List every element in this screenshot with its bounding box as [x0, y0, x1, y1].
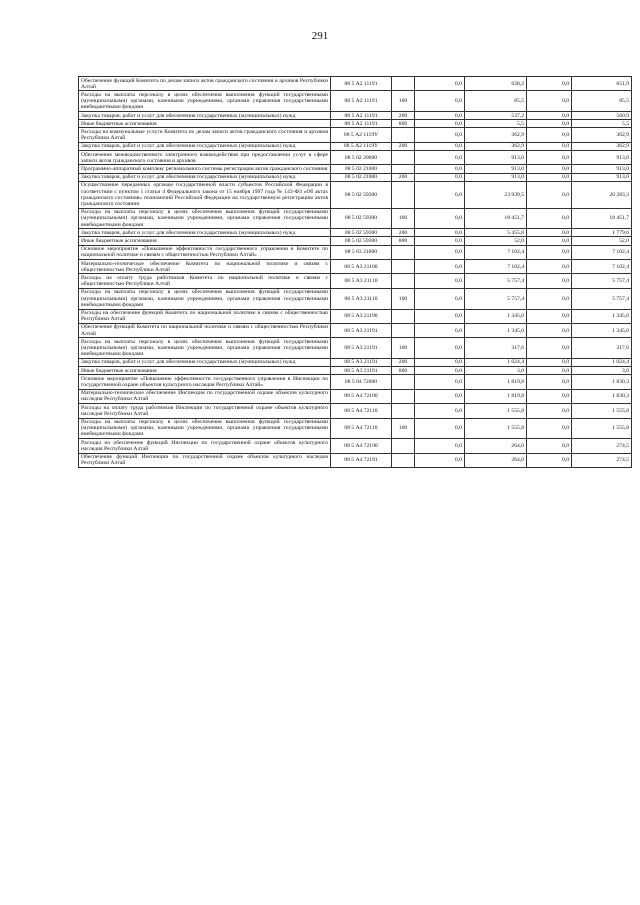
row-name: Расходы на коммунальные услуги Комитета по делам записи актов гражданского состояния и архивов Республики Алтай	[79, 128, 331, 142]
row-code: 08 5 А3 21191	[331, 367, 392, 375]
row-expense-type: 200	[392, 112, 415, 120]
row-value-3: 0,0	[527, 288, 572, 309]
row-value-1: 0,0	[415, 120, 465, 128]
row-value-2: 5 757,4	[465, 288, 527, 309]
row-value-4: 85,5	[572, 91, 632, 112]
row-code: 08 5 А2 11191	[331, 77, 392, 91]
row-value-3: 0,0	[527, 128, 572, 142]
row-value-1: 0,0	[415, 358, 465, 366]
row-value-1: 0,0	[415, 288, 465, 309]
row-value-1: 0,0	[415, 77, 465, 91]
budget-table	[78, 76, 632, 468]
row-value-2: 913,0	[465, 165, 527, 173]
row-value-3: 0,0	[527, 237, 572, 245]
row-value-2: 1 819,8	[465, 375, 527, 389]
row-value-2: 1 345,0	[465, 309, 527, 323]
row-name: Иные бюджетные ассигнования	[79, 367, 331, 375]
row-name: Расходы на оплату труда работников Инспекции по государственной охране объектов культурного наследия Республики Алтай	[79, 404, 331, 418]
row-value-2: 264,0	[465, 439, 527, 453]
table-row	[79, 358, 632, 366]
row-value-4: 1 024,4	[572, 358, 632, 366]
table-row	[79, 323, 632, 337]
row-value-3: 0,0	[527, 165, 572, 173]
row-name: Программно-аппаратный комплекс регионального системы регистрации актов гражданского состояния	[79, 165, 331, 173]
row-value-2: 52,0	[465, 237, 527, 245]
row-value-4: 1 345,0	[572, 309, 632, 323]
row-value-3: 0,0	[527, 309, 572, 323]
table-row	[79, 389, 632, 403]
row-name: Закупка товаров, работ и услуг для обеспечения государственных (муниципальных) нужд	[79, 173, 331, 181]
row-name: Расходы на выплаты персоналу в целях обеспечения выполнения функций государственными (муниципальными) органами, казенными учреждениями, органами управления государственными внебюджетными фондами	[79, 338, 331, 359]
row-name: Закупка товаров, работ и услуг для обеспечения государственных (муниципальных) нужд	[79, 358, 331, 366]
row-value-2: 18 451,7	[465, 208, 527, 229]
table-row	[79, 77, 632, 91]
row-expense-type	[392, 323, 415, 337]
row-value-4: 1 830,3	[572, 375, 632, 389]
row-name: Обеспечение функций Инспекции по государственной охране объектов культурного наследия Республики Алтай	[79, 453, 331, 467]
row-value-1: 0,0	[415, 237, 465, 245]
row-value-1: 0,0	[415, 274, 465, 288]
row-code: 08 5 02 59300	[331, 181, 392, 208]
row-name: Расходы на выплаты персоналу в целях обеспечения выполнения функций государственными (муниципальными) органами, казенными учреждениями, органами управления государственными внебюджетными фондами	[79, 208, 331, 229]
row-value-1: 0,0	[415, 439, 465, 453]
table-row	[79, 404, 632, 418]
row-expense-type	[392, 274, 415, 288]
row-expense-type	[392, 245, 415, 259]
row-value-3: 0,0	[527, 142, 572, 150]
row-value-4: 913,0	[572, 173, 632, 181]
row-code: 08 5 А2 11191	[331, 91, 392, 112]
row-code: 08 5 А3 21191	[331, 338, 392, 359]
row-value-2: 1 819,8	[465, 389, 527, 403]
row-expense-type	[392, 375, 415, 389]
row-value-4: 317,6	[572, 338, 632, 359]
row-value-3: 0,0	[527, 404, 572, 418]
row-expense-type	[392, 309, 415, 323]
row-value-1: 0,0	[415, 181, 465, 208]
table-row	[79, 165, 632, 173]
row-name: Закупка товаров, работ и услуг для обеспечения государственных (муниципальных) нужд	[79, 112, 331, 120]
row-value-2: 264,0	[465, 453, 527, 467]
row-expense-type: 800	[392, 120, 415, 128]
row-value-3: 0,0	[527, 229, 572, 237]
row-name: Иные бюджетные ассигнования	[79, 120, 331, 128]
row-value-1: 0,0	[415, 151, 465, 165]
row-code: 08 5 02 59300	[331, 237, 392, 245]
row-code: 08 5 А4 72110	[331, 404, 392, 418]
row-name: Обеспечение межведомственного электронного взаимодействия при предоставлении услуг в сфере записи актов гражданского состояния и архивов	[79, 151, 331, 165]
row-value-4: 362,9	[572, 128, 632, 142]
row-code: 08 5 03 21000	[331, 245, 392, 259]
row-code: 08 5 А4 72110	[331, 418, 392, 439]
row-expense-type	[392, 151, 415, 165]
row-name: Основное мероприятие «Повышение эффективности государственного управления в Инспекции по государственной охране объектов культурного наследия Республики Алтай»	[79, 375, 331, 389]
row-value-3: 0,0	[527, 151, 572, 165]
page-number: 291	[311, 30, 329, 42]
row-value-3: 0,0	[527, 120, 572, 128]
row-value-2: 1 024,4	[465, 358, 527, 366]
row-value-2: 23 939,5	[465, 181, 527, 208]
row-value-4: 913,0	[572, 165, 632, 173]
row-value-2: 7 102,4	[465, 245, 527, 259]
row-value-4: 913,0	[572, 151, 632, 165]
table-row	[79, 229, 632, 237]
row-value-2: 7 102,4	[465, 260, 527, 274]
row-name: Основное мероприятие «Повышение эффективности государственного управления в Комитете по национальной политике и связям с общественностью Республики Алтай»	[79, 245, 331, 259]
row-name: Обеспечение функций Комитета по делам записи актов гражданского состояния и архивов Республики Алтай	[79, 77, 331, 91]
row-value-1: 0,0	[415, 323, 465, 337]
table-row	[79, 208, 632, 229]
row-code: 08 5 А3 21191	[331, 358, 392, 366]
table-row	[79, 367, 632, 375]
table-row	[79, 260, 632, 274]
row-name: Расходы на выплаты персоналу в целях обеспечения выполнения функций государственными (муниципальными) органами, казенными учреждениями, органами управления государственными внебюджетными фондами	[79, 91, 331, 112]
row-code: 08 5 А3 21191	[331, 323, 392, 337]
row-value-2: 628,2	[465, 77, 527, 91]
row-value-3: 0,0	[527, 367, 572, 375]
row-value-2: 3,0	[465, 367, 527, 375]
table-row	[79, 120, 632, 128]
row-value-2: 537,2	[465, 112, 527, 120]
row-value-1: 0,0	[415, 453, 465, 467]
row-value-2: 362,9	[465, 128, 527, 142]
row-value-2: 1 555,8	[465, 418, 527, 439]
row-name: Расходы на оплату труда работников Комитета по национальной политике и связям с общественностью Республики Алтай	[79, 274, 331, 288]
row-value-3: 0,0	[527, 418, 572, 439]
row-value-4: 1 345,0	[572, 323, 632, 337]
table-row	[79, 418, 632, 439]
row-value-2: 362,9	[465, 142, 527, 150]
row-expense-type: 100	[392, 91, 415, 112]
row-value-4: 651,9	[572, 77, 632, 91]
row-value-2: 5 455,8	[465, 229, 527, 237]
row-value-4: 20 283,3	[572, 181, 632, 208]
table-row	[79, 91, 632, 112]
table-row	[79, 453, 632, 467]
row-value-2: 1 345,0	[465, 323, 527, 337]
row-code: 08 5 А2 1119У	[331, 142, 392, 150]
row-value-3: 0,0	[527, 112, 572, 120]
row-value-1: 0,0	[415, 338, 465, 359]
row-code: 08 5 02 21000	[331, 173, 392, 181]
row-code: 08 5 А2 1119У	[331, 128, 392, 142]
row-value-3: 0,0	[527, 91, 572, 112]
row-value-1: 0,0	[415, 367, 465, 375]
row-code: 08 5 02 59300	[331, 208, 392, 229]
row-code: 08 5 А3 21100	[331, 260, 392, 274]
table-row	[79, 142, 632, 150]
row-value-1: 0,0	[415, 389, 465, 403]
row-value-4: 362,9	[572, 142, 632, 150]
row-name: Осуществление переданных органам государственной власти субъектов Российской Федерации в соответствии с пунктом 1 статьи 4 Федерального закона от 15 ноября 1997 года № 143-ФЗ «Об актах гражданского состояния» полномочий Российской Федерации на государственную регистрацию актов гражданского состояния	[79, 181, 331, 208]
row-expense-type: 100	[392, 338, 415, 359]
row-value-4: 1 779,6	[572, 229, 632, 237]
row-value-1: 0,0	[415, 112, 465, 120]
row-value-4: 1 830,3	[572, 389, 632, 403]
row-expense-type	[392, 260, 415, 274]
row-expense-type	[392, 453, 415, 467]
row-value-4: 1 555,8	[572, 418, 632, 439]
row-value-4: 560,9	[572, 112, 632, 120]
row-expense-type	[392, 439, 415, 453]
row-value-1: 0,0	[415, 91, 465, 112]
row-value-2: 913,0	[465, 173, 527, 181]
row-value-4: 3,0	[572, 367, 632, 375]
table-row	[79, 245, 632, 259]
row-value-1: 0,0	[415, 173, 465, 181]
table-row	[79, 181, 632, 208]
row-value-1: 0,0	[415, 165, 465, 173]
table-row	[79, 151, 632, 165]
row-expense-type: 100	[392, 208, 415, 229]
row-expense-type	[392, 77, 415, 91]
row-name: Обеспечение функций Комитета по национальной политике и связям с общественностью Республики Алтай	[79, 323, 331, 337]
row-value-3: 0,0	[527, 77, 572, 91]
row-value-1: 0,0	[415, 128, 465, 142]
row-code: 08 5 А3 21110	[331, 288, 392, 309]
row-value-2: 5,5	[465, 120, 527, 128]
row-code: 08 5 02 21000	[331, 165, 392, 173]
table-row	[79, 173, 632, 181]
table-row	[79, 237, 632, 245]
row-code: 08 5 А3 21190	[331, 309, 392, 323]
row-code: 08 5 02 59300	[331, 229, 392, 237]
row-expense-type: 200	[392, 173, 415, 181]
row-name: Расходы на обеспечение функций Комитета по национальной политике и связям с общественностью Республики Алтай	[79, 309, 331, 323]
row-value-4: 274,5	[572, 439, 632, 453]
row-value-2: 85,5	[465, 91, 527, 112]
row-expense-type: 100	[392, 418, 415, 439]
row-value-2: 317,6	[465, 338, 527, 359]
row-code: 08 5 02 20000	[331, 151, 392, 165]
row-value-3: 0,0	[527, 260, 572, 274]
row-expense-type: 800	[392, 367, 415, 375]
row-expense-type: 100	[392, 288, 415, 309]
row-name: Расходы на обеспечение функций Инспекции по государственной охране объектов культурного наследия Республики Алтай	[79, 439, 331, 453]
row-name: Расходы на выплаты персоналу в целях обеспечения выполнения функций государственными (муниципальными) органами, казенными учреждениями, органами управления государственными внебюджетными фондами	[79, 418, 331, 439]
row-value-3: 0,0	[527, 181, 572, 208]
row-value-2: 5 757,4	[465, 274, 527, 288]
row-name: Закупка товаров, работ и услуг для обеспечения государственных (муниципальных) нужд	[79, 142, 331, 150]
row-code: 08 5 А4 72190	[331, 439, 392, 453]
row-value-3: 0,0	[527, 439, 572, 453]
row-value-3: 0,0	[527, 338, 572, 359]
row-name: Расходы на выплаты персоналу в целях обеспечения выполнения функций государственными (муниципальными) органами, казенными учреждениями, органами управления государственными внебюджетными фондами	[79, 288, 331, 309]
row-name: Закупка товаров, работ и услуг для обеспечения государственных (муниципальных) нужд	[79, 229, 331, 237]
row-name: Иные бюджетные ассигнования	[79, 237, 331, 245]
row-value-1: 0,0	[415, 229, 465, 237]
row-value-3: 0,0	[527, 173, 572, 181]
table-row	[79, 112, 632, 120]
table-row	[79, 309, 632, 323]
row-value-4: 5,5	[572, 120, 632, 128]
row-value-1: 0,0	[415, 245, 465, 259]
row-code: 08 5 А3 21110	[331, 274, 392, 288]
row-expense-type	[392, 165, 415, 173]
row-value-3: 0,0	[527, 274, 572, 288]
row-expense-type	[392, 389, 415, 403]
row-value-4: 7 102,4	[572, 245, 632, 259]
row-value-4: 274,5	[572, 453, 632, 467]
row-code: 08 5 А4 72100	[331, 389, 392, 403]
row-value-3: 0,0	[527, 389, 572, 403]
row-value-3: 0,0	[527, 208, 572, 229]
table-row	[79, 375, 632, 389]
table-row	[79, 128, 632, 142]
row-code: 08 5 А2 11191	[331, 112, 392, 120]
budget-table-body	[79, 77, 632, 468]
row-value-2: 913,0	[465, 151, 527, 165]
row-value-4: 18 451,7	[572, 208, 632, 229]
row-value-3: 0,0	[527, 358, 572, 366]
row-code: 08 5 А4 72191	[331, 453, 392, 467]
row-value-1: 0,0	[415, 309, 465, 323]
table-row	[79, 439, 632, 453]
row-name: Материально-техническое обеспечение Инспекции по государственной охране объектов культурного наследия Республики Алтай	[79, 389, 331, 403]
row-value-4: 52,0	[572, 237, 632, 245]
row-code: 08 5 А2 11191	[331, 120, 392, 128]
row-expense-type: 200	[392, 142, 415, 150]
row-expense-type: 200	[392, 358, 415, 366]
row-value-3: 0,0	[527, 323, 572, 337]
row-value-1: 0,0	[415, 208, 465, 229]
row-expense-type: 800	[392, 237, 415, 245]
row-value-3: 0,0	[527, 453, 572, 467]
row-name: Материально-техническое обеспечение Комитета по национальной политике и связям с общественностью Республики Алтай	[79, 260, 331, 274]
row-value-4: 5 757,4	[572, 274, 632, 288]
row-value-3: 0,0	[527, 375, 572, 389]
table-row	[79, 338, 632, 359]
row-value-4: 7 102,4	[572, 260, 632, 274]
table-row	[79, 274, 632, 288]
row-value-1: 0,0	[415, 418, 465, 439]
row-value-1: 0,0	[415, 142, 465, 150]
row-value-1: 0,0	[415, 375, 465, 389]
row-value-4: 5 757,4	[572, 288, 632, 309]
row-value-2: 1 555,8	[465, 404, 527, 418]
row-expense-type	[392, 404, 415, 418]
row-value-1: 0,0	[415, 404, 465, 418]
row-expense-type	[392, 128, 415, 142]
row-expense-type	[392, 181, 415, 208]
row-value-4: 1 555,8	[572, 404, 632, 418]
row-value-1: 0,0	[415, 260, 465, 274]
row-code: 08 5 04 72000	[331, 375, 392, 389]
row-expense-type: 200	[392, 229, 415, 237]
row-value-3: 0,0	[527, 245, 572, 259]
table-row	[79, 288, 632, 309]
